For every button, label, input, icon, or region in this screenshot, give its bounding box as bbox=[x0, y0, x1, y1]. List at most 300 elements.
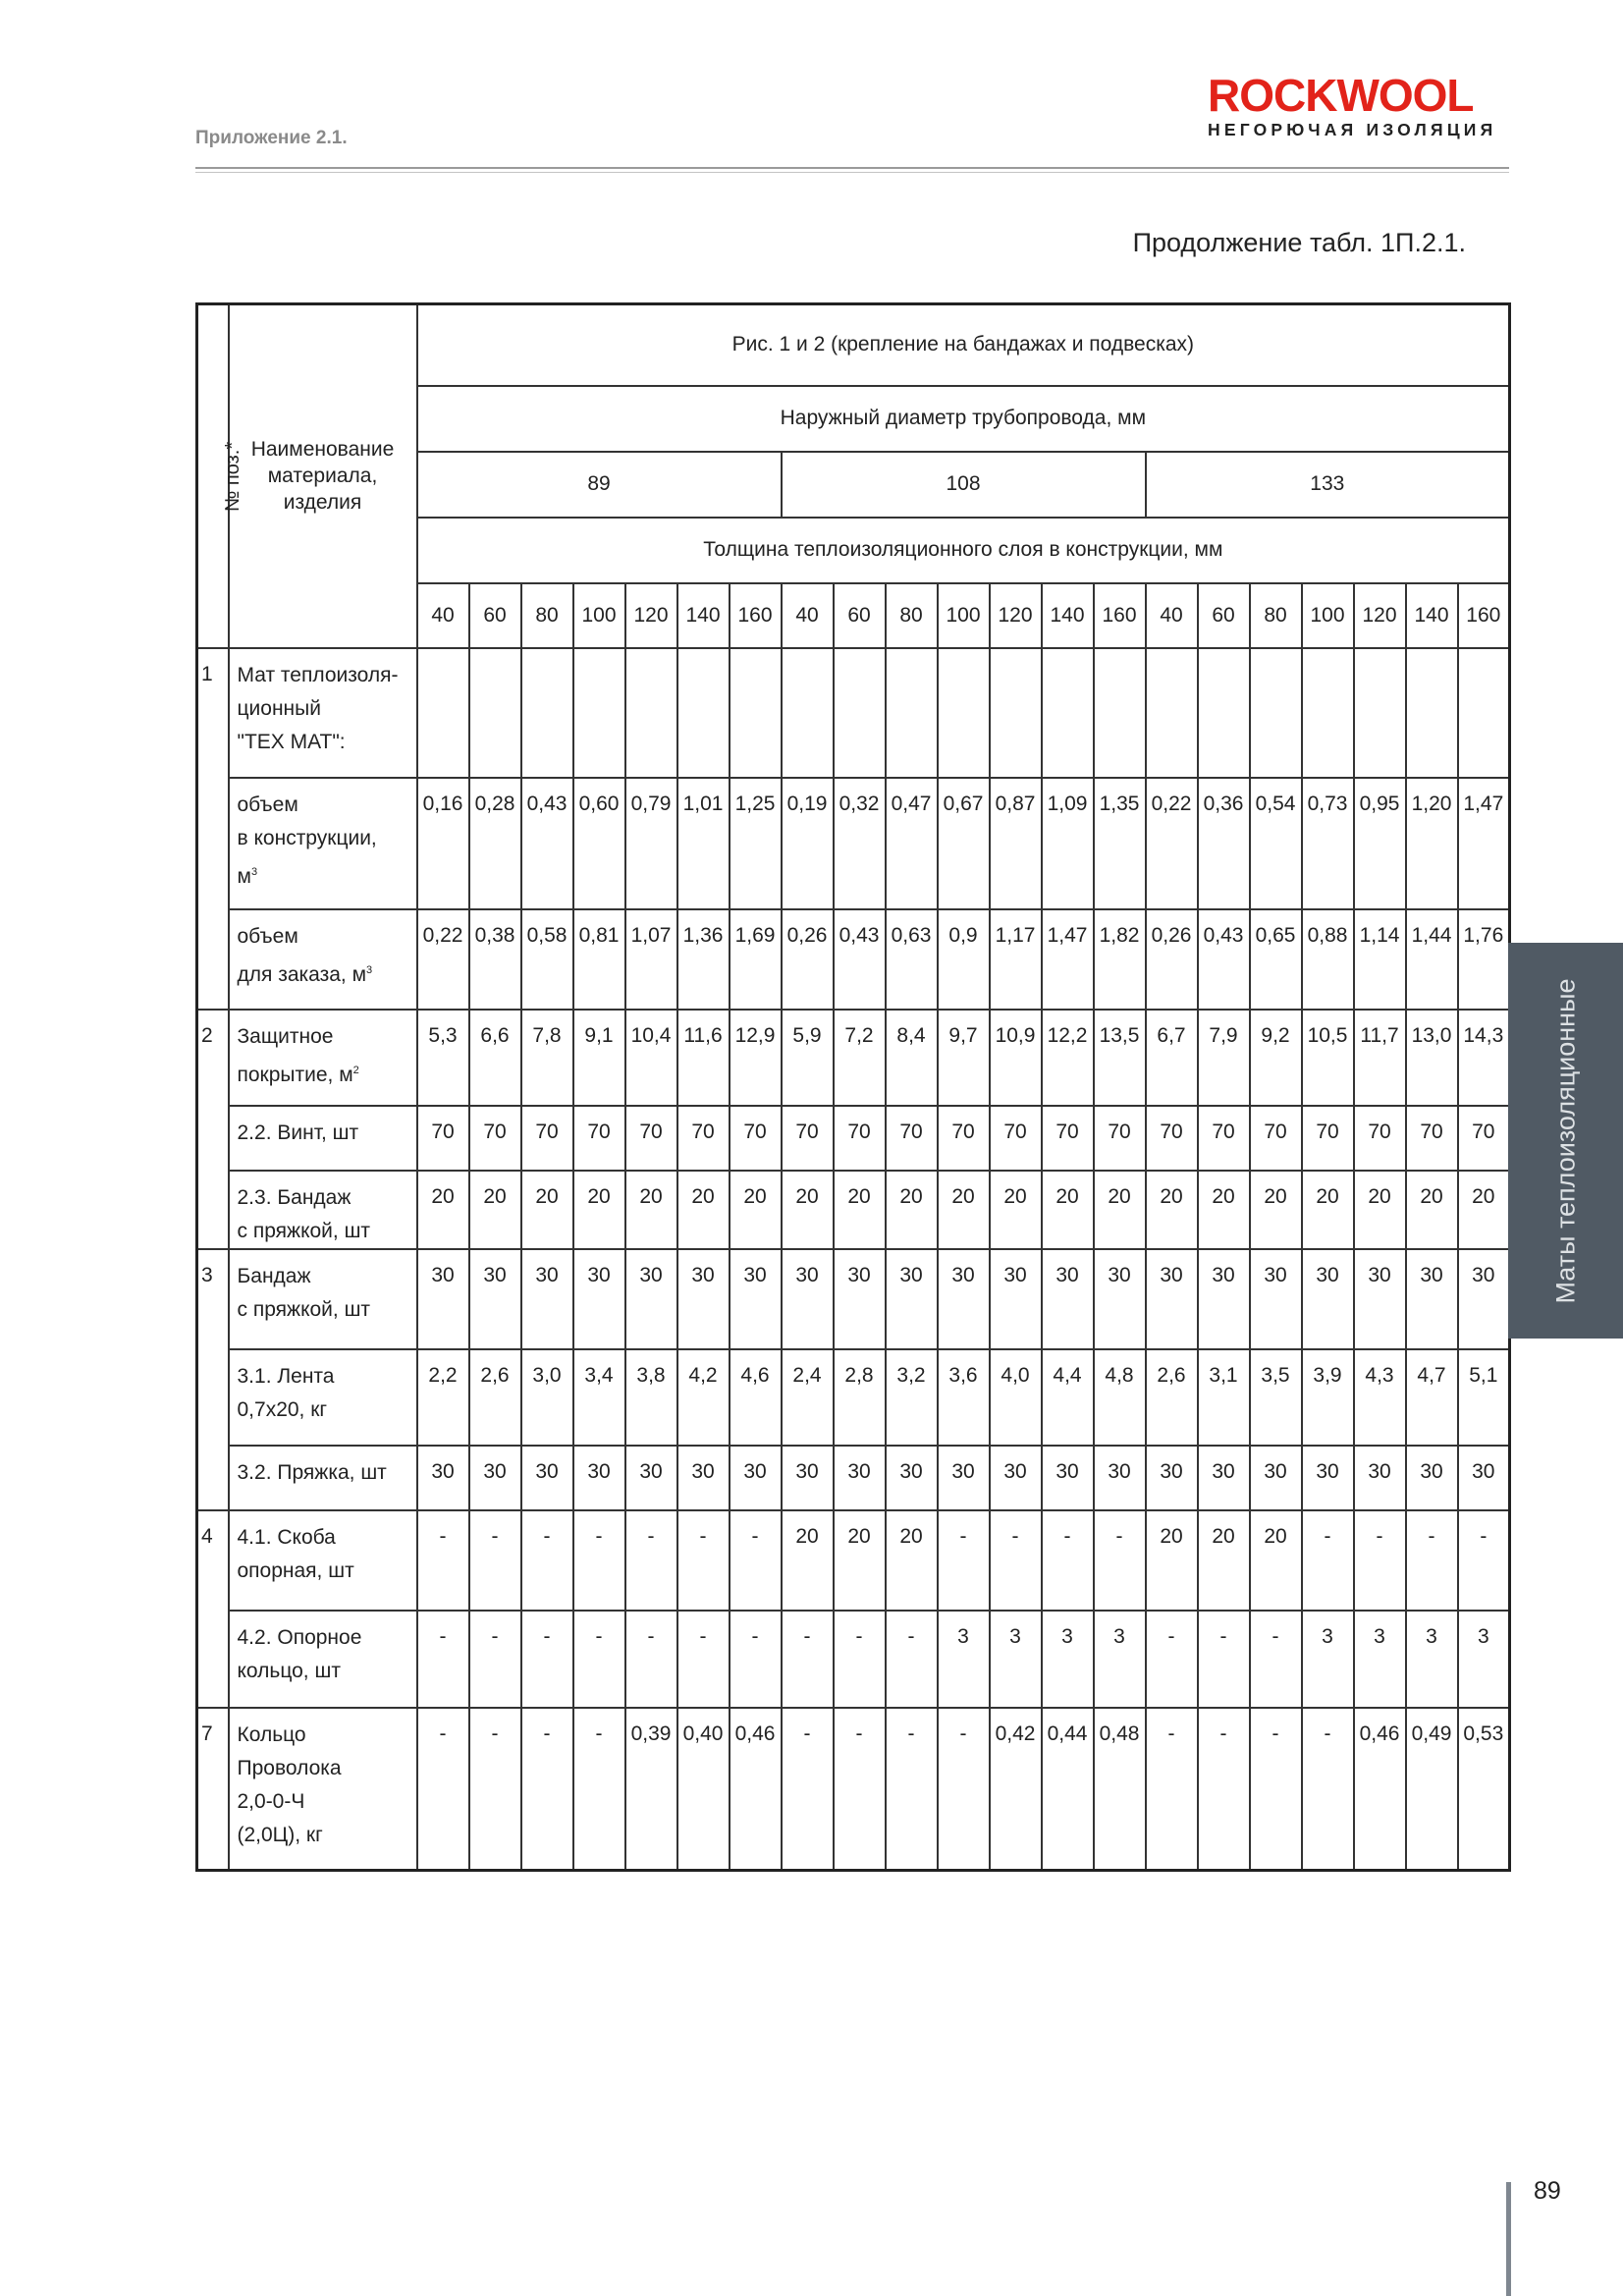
diameter-89: 89 bbox=[417, 452, 782, 518]
value-cell: 3 bbox=[1302, 1611, 1354, 1708]
value-cell bbox=[1250, 648, 1302, 778]
header-rule-thin bbox=[195, 172, 1509, 173]
value-cell: 30 bbox=[1354, 1249, 1406, 1349]
table-row bbox=[197, 1249, 1510, 1349]
value-cell: - bbox=[417, 1611, 469, 1708]
position-number: 7 bbox=[197, 1708, 229, 1871]
value-cell: 30 bbox=[834, 1446, 886, 1510]
value-cell: 0,65 bbox=[1250, 909, 1302, 1010]
value-cell: 20 bbox=[1302, 1171, 1354, 1249]
material-name: объем в конструкции, $м^3$ bbox=[229, 778, 417, 909]
material-name: объем для заказа, $м^3$ bbox=[229, 909, 417, 1010]
value-cell: 4,8 bbox=[1094, 1349, 1146, 1446]
value-cell: 5,1 bbox=[1458, 1349, 1510, 1446]
value-cell: 0,46 bbox=[1354, 1708, 1406, 1871]
value-cell: - bbox=[417, 1510, 469, 1611]
thickness-cell: 40 bbox=[1146, 583, 1198, 648]
value-cell: 3,0 bbox=[521, 1349, 573, 1446]
value-cell: 3,8 bbox=[625, 1349, 677, 1446]
value-cell: 20 bbox=[625, 1171, 677, 1249]
value-cell bbox=[1198, 648, 1250, 778]
value-cell bbox=[417, 648, 469, 778]
value-cell: 70 bbox=[730, 1106, 782, 1171]
value-cell: 0,38 bbox=[469, 909, 521, 1010]
value-cell: - bbox=[730, 1611, 782, 1708]
value-cell: 20 bbox=[990, 1171, 1042, 1249]
value-cell: 1,09 bbox=[1042, 778, 1094, 909]
value-cell: 1,36 bbox=[677, 909, 730, 1010]
value-cell: 30 bbox=[521, 1249, 573, 1349]
value-cell: 70 bbox=[417, 1106, 469, 1171]
value-cell: 20 bbox=[886, 1510, 938, 1611]
value-cell: 20 bbox=[1354, 1171, 1406, 1249]
thickness-cell: 80 bbox=[886, 583, 938, 648]
value-cell: 0,42 bbox=[990, 1708, 1042, 1871]
value-cell bbox=[990, 648, 1042, 778]
thickness-cell: 100 bbox=[1302, 583, 1354, 648]
value-cell: 1,76 bbox=[1458, 909, 1510, 1010]
value-cell: 30 bbox=[938, 1249, 990, 1349]
value-cell: 20 bbox=[938, 1171, 990, 1249]
value-cell: 70 bbox=[521, 1106, 573, 1171]
value-cell bbox=[1094, 648, 1146, 778]
value-cell: 7,8 bbox=[521, 1010, 573, 1106]
value-cell: 3,1 bbox=[1198, 1349, 1250, 1446]
material-name: Защитное покрытие, $м^2$ bbox=[229, 1010, 417, 1106]
value-cell: 20 bbox=[417, 1171, 469, 1249]
value-cell: 30 bbox=[1146, 1249, 1198, 1349]
thickness-cell: 40 bbox=[417, 583, 469, 648]
value-cell: 4,7 bbox=[1406, 1349, 1458, 1446]
value-cell: 3,2 bbox=[886, 1349, 938, 1446]
thickness-cell: 60 bbox=[834, 583, 886, 648]
value-cell: 0,43 bbox=[1198, 909, 1250, 1010]
table-row bbox=[197, 1708, 1510, 1871]
value-cell: - bbox=[521, 1510, 573, 1611]
name-header: Наименование материала, изделия bbox=[229, 304, 417, 648]
value-cell: 70 bbox=[990, 1106, 1042, 1171]
value-cell: 6,6 bbox=[469, 1010, 521, 1106]
value-cell bbox=[1406, 648, 1458, 778]
thickness-cell: 100 bbox=[938, 583, 990, 648]
value-cell: 2,6 bbox=[1146, 1349, 1198, 1446]
value-cell: 20 bbox=[1146, 1171, 1198, 1249]
value-cell: - bbox=[730, 1510, 782, 1611]
value-cell: 30 bbox=[417, 1446, 469, 1510]
value-cell: 30 bbox=[677, 1249, 730, 1349]
value-cell bbox=[834, 648, 886, 778]
value-cell: 30 bbox=[730, 1249, 782, 1349]
value-cell: - bbox=[1198, 1611, 1250, 1708]
value-cell: 20 bbox=[1146, 1510, 1198, 1611]
value-cell: 0,47 bbox=[886, 778, 938, 909]
thickness-cell: 120 bbox=[990, 583, 1042, 648]
logo-tagline: НЕГОРЮЧАЯ ИЗОЛЯЦИЯ bbox=[1208, 120, 1497, 139]
value-cell: 3 bbox=[990, 1611, 1042, 1708]
value-cell: 0,9 bbox=[938, 909, 990, 1010]
value-cell: 6,7 bbox=[1146, 1010, 1198, 1106]
table-row bbox=[197, 778, 1510, 909]
value-cell: 70 bbox=[834, 1106, 886, 1171]
value-cell: - bbox=[677, 1611, 730, 1708]
value-cell: 0,53 bbox=[1458, 1708, 1510, 1871]
value-cell: - bbox=[886, 1708, 938, 1871]
value-cell: - bbox=[1146, 1611, 1198, 1708]
value-cell: 0,63 bbox=[886, 909, 938, 1010]
materials-table bbox=[195, 302, 1511, 1872]
value-cell bbox=[469, 648, 521, 778]
material-name: 2.2. Винт, шт bbox=[229, 1106, 417, 1171]
value-cell: - bbox=[938, 1708, 990, 1871]
table-row bbox=[197, 1611, 1510, 1708]
figure-header: Рис. 1 и 2 (крепление на бандажах и подвесках) bbox=[417, 304, 1510, 386]
thickness-cell: 140 bbox=[1406, 583, 1458, 648]
value-cell: 3,5 bbox=[1250, 1349, 1302, 1446]
position-number: 4 bbox=[197, 1510, 229, 1708]
value-cell: - bbox=[1458, 1510, 1510, 1611]
material-name: 3.2. Пряжка, шт bbox=[229, 1446, 417, 1510]
value-cell: - bbox=[1094, 1510, 1146, 1611]
thickness-cell: 160 bbox=[1094, 583, 1146, 648]
value-cell bbox=[782, 648, 834, 778]
value-cell: - bbox=[1354, 1510, 1406, 1611]
value-cell: 70 bbox=[1250, 1106, 1302, 1171]
value-cell: 10,5 bbox=[1302, 1010, 1354, 1106]
value-cell: 30 bbox=[1302, 1249, 1354, 1349]
value-cell: 0,43 bbox=[834, 909, 886, 1010]
value-cell: 70 bbox=[938, 1106, 990, 1171]
value-cell: 20 bbox=[834, 1171, 886, 1249]
thickness-cell: 140 bbox=[677, 583, 730, 648]
thickness-cell: 160 bbox=[730, 583, 782, 648]
position-header: № поз.* bbox=[197, 304, 229, 648]
header-rule bbox=[195, 167, 1509, 169]
value-cell: 13,0 bbox=[1406, 1010, 1458, 1106]
value-cell: 30 bbox=[938, 1446, 990, 1510]
value-cell: - bbox=[677, 1510, 730, 1611]
value-cell bbox=[1146, 648, 1198, 778]
value-cell: 20 bbox=[886, 1171, 938, 1249]
value-cell bbox=[677, 648, 730, 778]
value-cell: 11,6 bbox=[677, 1010, 730, 1106]
value-cell: 70 bbox=[782, 1106, 834, 1171]
value-cell: - bbox=[625, 1510, 677, 1611]
material-name: 2.3. Бандаж с пряжкой, шт bbox=[229, 1171, 417, 1249]
value-cell: - bbox=[1406, 1510, 1458, 1611]
value-cell: - bbox=[1250, 1611, 1302, 1708]
rockwool-logo bbox=[1208, 70, 1512, 140]
thickness-cell: 60 bbox=[1198, 583, 1250, 648]
value-cell: 20 bbox=[1094, 1171, 1146, 1249]
value-cell: - bbox=[521, 1611, 573, 1708]
value-cell: 4,6 bbox=[730, 1349, 782, 1446]
page-number-bar bbox=[1506, 2182, 1511, 2296]
thickness-cell: 100 bbox=[573, 583, 625, 648]
value-cell: 0,46 bbox=[730, 1708, 782, 1871]
thickness-header: Толщина теплоизоляционного слоя в конструкции, мм bbox=[417, 518, 1510, 583]
value-cell: 5,9 bbox=[782, 1010, 834, 1106]
value-cell: 2,4 bbox=[782, 1349, 834, 1446]
value-cell: 0,67 bbox=[938, 778, 990, 909]
value-cell: 30 bbox=[469, 1249, 521, 1349]
value-cell: 0,26 bbox=[782, 909, 834, 1010]
value-cell: 1,14 bbox=[1354, 909, 1406, 1010]
value-cell: 30 bbox=[1042, 1249, 1094, 1349]
value-cell: 70 bbox=[1094, 1106, 1146, 1171]
value-cell: 30 bbox=[521, 1446, 573, 1510]
value-cell: 9,2 bbox=[1250, 1010, 1302, 1106]
value-cell: 30 bbox=[469, 1446, 521, 1510]
value-cell: 30 bbox=[782, 1249, 834, 1349]
value-cell: 20 bbox=[573, 1171, 625, 1249]
value-cell: 70 bbox=[886, 1106, 938, 1171]
value-cell: 9,7 bbox=[938, 1010, 990, 1106]
value-cell: 30 bbox=[1458, 1446, 1510, 1510]
value-cell bbox=[521, 648, 573, 778]
value-cell: 30 bbox=[625, 1446, 677, 1510]
value-cell bbox=[1042, 648, 1094, 778]
value-cell: 4,2 bbox=[677, 1349, 730, 1446]
value-cell: - bbox=[469, 1510, 521, 1611]
value-cell: 70 bbox=[573, 1106, 625, 1171]
material-name: 3.1. Лента 0,7x20, кг bbox=[229, 1349, 417, 1446]
value-cell: 0,43 bbox=[521, 778, 573, 909]
value-cell: 30 bbox=[1094, 1249, 1146, 1349]
value-cell: 30 bbox=[990, 1446, 1042, 1510]
value-cell bbox=[1458, 648, 1510, 778]
value-cell: - bbox=[782, 1611, 834, 1708]
value-cell: 10,4 bbox=[625, 1010, 677, 1106]
value-cell: 30 bbox=[1302, 1446, 1354, 1510]
value-cell: 1,25 bbox=[730, 778, 782, 909]
value-cell: 20 bbox=[469, 1171, 521, 1249]
value-cell: 30 bbox=[573, 1249, 625, 1349]
value-cell: 0,19 bbox=[782, 778, 834, 909]
value-cell: 12,2 bbox=[1042, 1010, 1094, 1106]
value-cell: 30 bbox=[834, 1249, 886, 1349]
value-cell: 14,3 bbox=[1458, 1010, 1510, 1106]
value-cell: 2,6 bbox=[469, 1349, 521, 1446]
thickness-cell: 160 bbox=[1458, 583, 1510, 648]
value-cell: 0,48 bbox=[1094, 1708, 1146, 1871]
diameter-header: Наружный диаметр трубопровода, мм bbox=[417, 386, 1510, 452]
value-cell: 11,7 bbox=[1354, 1010, 1406, 1106]
value-cell: 20 bbox=[521, 1171, 573, 1249]
position-number: 3 bbox=[197, 1249, 229, 1510]
value-cell: 9,1 bbox=[573, 1010, 625, 1106]
value-cell: - bbox=[1250, 1708, 1302, 1871]
value-cell: 30 bbox=[1094, 1446, 1146, 1510]
value-cell: 30 bbox=[1354, 1446, 1406, 1510]
value-cell: 12,9 bbox=[730, 1010, 782, 1106]
value-cell: 1,69 bbox=[730, 909, 782, 1010]
value-cell: 20 bbox=[834, 1510, 886, 1611]
value-cell: 0,58 bbox=[521, 909, 573, 1010]
value-cell: 70 bbox=[1146, 1106, 1198, 1171]
value-cell: 30 bbox=[1198, 1249, 1250, 1349]
value-cell: 2,2 bbox=[417, 1349, 469, 1446]
table-row bbox=[197, 1171, 1510, 1249]
value-cell: - bbox=[573, 1510, 625, 1611]
value-cell: 0,73 bbox=[1302, 778, 1354, 909]
value-cell: - bbox=[1302, 1708, 1354, 1871]
value-cell: 1,01 bbox=[677, 778, 730, 909]
table-row bbox=[197, 1106, 1510, 1171]
value-cell: 7,2 bbox=[834, 1010, 886, 1106]
value-cell: 3 bbox=[1354, 1611, 1406, 1708]
value-cell: - bbox=[1146, 1708, 1198, 1871]
value-cell: 30 bbox=[1406, 1446, 1458, 1510]
value-cell: - bbox=[573, 1611, 625, 1708]
position-number: 2 bbox=[197, 1010, 229, 1249]
value-cell bbox=[625, 648, 677, 778]
thickness-cell: 60 bbox=[469, 583, 521, 648]
page-number: 89 bbox=[1534, 2177, 1561, 2205]
table-row bbox=[197, 1510, 1510, 1611]
value-cell: 0,39 bbox=[625, 1708, 677, 1871]
value-cell: 70 bbox=[1198, 1106, 1250, 1171]
value-cell: 20 bbox=[782, 1171, 834, 1249]
value-cell: - bbox=[417, 1708, 469, 1871]
value-cell: - bbox=[834, 1611, 886, 1708]
value-cell: 0,28 bbox=[469, 778, 521, 909]
thickness-cell: 40 bbox=[782, 583, 834, 648]
value-cell: 3 bbox=[1042, 1611, 1094, 1708]
value-cell: - bbox=[521, 1708, 573, 1871]
value-cell: 20 bbox=[1406, 1171, 1458, 1249]
value-cell: 30 bbox=[1406, 1249, 1458, 1349]
value-cell: 0,16 bbox=[417, 778, 469, 909]
value-cell bbox=[573, 648, 625, 778]
thickness-cell: 80 bbox=[521, 583, 573, 648]
value-cell: 0,44 bbox=[1042, 1708, 1094, 1871]
position-number: 1 bbox=[197, 648, 229, 1010]
diameter-108: 108 bbox=[782, 452, 1146, 518]
value-cell: 30 bbox=[1042, 1446, 1094, 1510]
value-cell: 30 bbox=[1198, 1446, 1250, 1510]
value-cell: 0,54 bbox=[1250, 778, 1302, 909]
value-cell: 30 bbox=[1250, 1446, 1302, 1510]
value-cell: 30 bbox=[990, 1249, 1042, 1349]
thickness-cell: 120 bbox=[625, 583, 677, 648]
value-cell: 70 bbox=[677, 1106, 730, 1171]
value-cell: 0,60 bbox=[573, 778, 625, 909]
value-cell: - bbox=[1302, 1510, 1354, 1611]
value-cell: 1,07 bbox=[625, 909, 677, 1010]
value-cell: 8,4 bbox=[886, 1010, 938, 1106]
value-cell: 3 bbox=[1458, 1611, 1510, 1708]
value-cell: 1,47 bbox=[1042, 909, 1094, 1010]
material-name: Бандаж с пряжкой, шт bbox=[229, 1249, 417, 1349]
value-cell: 0,40 bbox=[677, 1708, 730, 1871]
value-cell bbox=[1302, 648, 1354, 778]
value-cell: 0,79 bbox=[625, 778, 677, 909]
logo-wordmark: ROCKWOOL bbox=[1208, 70, 1474, 121]
value-cell: 0,22 bbox=[417, 909, 469, 1010]
value-cell: 1,47 bbox=[1458, 778, 1510, 909]
value-cell: - bbox=[625, 1611, 677, 1708]
value-cell: 7,9 bbox=[1198, 1010, 1250, 1106]
value-cell: 20 bbox=[782, 1510, 834, 1611]
value-cell: - bbox=[886, 1611, 938, 1708]
table-row bbox=[197, 1010, 1510, 1106]
value-cell bbox=[730, 648, 782, 778]
value-cell: 0,32 bbox=[834, 778, 886, 909]
value-cell: 70 bbox=[1042, 1106, 1094, 1171]
material-name: Кольцо Проволока 2,0-0-Ч (2,0Ц), кг bbox=[229, 1708, 417, 1871]
table-row bbox=[197, 648, 1510, 778]
thickness-cell: 140 bbox=[1042, 583, 1094, 648]
value-cell: 3 bbox=[938, 1611, 990, 1708]
value-cell: 4,0 bbox=[990, 1349, 1042, 1446]
value-cell: - bbox=[469, 1611, 521, 1708]
value-cell: 30 bbox=[677, 1446, 730, 1510]
value-cell: 20 bbox=[1250, 1171, 1302, 1249]
value-cell: 0,36 bbox=[1198, 778, 1250, 909]
value-cell: 70 bbox=[1458, 1106, 1510, 1171]
value-cell: 4,4 bbox=[1042, 1349, 1094, 1446]
value-cell: 0,81 bbox=[573, 909, 625, 1010]
value-cell: 20 bbox=[677, 1171, 730, 1249]
value-cell: 3,6 bbox=[938, 1349, 990, 1446]
value-cell bbox=[1354, 648, 1406, 778]
material-name: Мат теплоизоля- ционный "ТЕХ МАТ": bbox=[229, 648, 417, 778]
value-cell: 30 bbox=[417, 1249, 469, 1349]
value-cell: 70 bbox=[1406, 1106, 1458, 1171]
section-side-tab-label: Маты теплоизоляционные bbox=[1550, 977, 1580, 1304]
value-cell: 0,95 bbox=[1354, 778, 1406, 909]
material-name: 4.1. Скоба опорная, шт bbox=[229, 1510, 417, 1611]
value-cell: 30 bbox=[573, 1446, 625, 1510]
value-cell: 20 bbox=[1198, 1510, 1250, 1611]
value-cell: 20 bbox=[730, 1171, 782, 1249]
value-cell: 3 bbox=[1094, 1611, 1146, 1708]
value-cell: 5,3 bbox=[417, 1010, 469, 1106]
value-cell bbox=[938, 648, 990, 778]
value-cell: - bbox=[1198, 1708, 1250, 1871]
value-cell: 70 bbox=[1354, 1106, 1406, 1171]
value-cell: 0,22 bbox=[1146, 778, 1198, 909]
diameter-133: 133 bbox=[1146, 452, 1510, 518]
value-cell: 1,82 bbox=[1094, 909, 1146, 1010]
value-cell: 0,88 bbox=[1302, 909, 1354, 1010]
value-cell: - bbox=[469, 1708, 521, 1871]
table-row bbox=[197, 1446, 1510, 1510]
appendix-label: Приложение 2.1. bbox=[195, 128, 348, 148]
value-cell: 20 bbox=[1458, 1171, 1510, 1249]
value-cell: 70 bbox=[625, 1106, 677, 1171]
value-cell: 3,4 bbox=[573, 1349, 625, 1446]
value-cell: 2,8 bbox=[834, 1349, 886, 1446]
value-cell: 30 bbox=[886, 1249, 938, 1349]
value-cell: - bbox=[990, 1510, 1042, 1611]
value-cell: 70 bbox=[469, 1106, 521, 1171]
value-cell: 30 bbox=[730, 1446, 782, 1510]
value-cell: - bbox=[834, 1708, 886, 1871]
value-cell: 3 bbox=[1406, 1611, 1458, 1708]
value-cell: 30 bbox=[1250, 1249, 1302, 1349]
table-row bbox=[197, 909, 1510, 1010]
value-cell: - bbox=[782, 1708, 834, 1871]
value-cell: 4,3 bbox=[1354, 1349, 1406, 1446]
section-side-tab bbox=[1508, 943, 1623, 1339]
value-cell: 20 bbox=[1042, 1171, 1094, 1249]
value-cell bbox=[886, 648, 938, 778]
value-cell: 30 bbox=[886, 1446, 938, 1510]
value-cell: 1,35 bbox=[1094, 778, 1146, 909]
thickness-cell: 80 bbox=[1250, 583, 1302, 648]
value-cell: 30 bbox=[1146, 1446, 1198, 1510]
